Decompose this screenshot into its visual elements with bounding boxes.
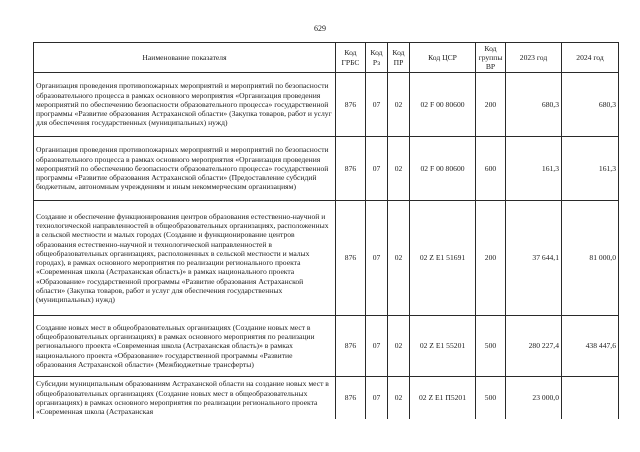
row-pr: 02	[388, 73, 410, 137]
row-2024: 81 000,0	[562, 201, 619, 316]
row-grbs: 876	[336, 201, 366, 316]
row-csr: 02 F 00 80600	[410, 73, 476, 137]
row-name: Организация проведения противопожарных мероприятий и мероприятий по безопасности образовательного процесса в рамках основного мероприятия «Организация проведения мероприятий по обеспечению безопасности образовательного процесса» государственной программы «Развитие образования Астраханской области» (Закупка товаров, работ и услуг для обеспечения государственных (муниципальных) нужд)	[34, 73, 336, 137]
row-2024: 680,3	[562, 73, 619, 137]
row-pr: 02	[388, 201, 410, 316]
row-vr: 500	[476, 377, 506, 419]
table-row	[34, 137, 619, 201]
row-vr: 200	[476, 73, 506, 137]
header-2024: 2024 год	[562, 43, 619, 73]
row-2023: 37 644,1	[506, 201, 562, 316]
page-number: 629	[314, 24, 326, 33]
header-grbs: Код ГРБС	[336, 43, 366, 73]
row-2024: 161,3	[562, 137, 619, 201]
header-2023: 2023 год	[506, 43, 562, 73]
row-rz: 07	[366, 201, 388, 316]
row-rz: 07	[366, 377, 388, 419]
row-2024: 438 447,6	[562, 316, 619, 377]
table-header-row	[34, 43, 619, 73]
row-name: Создание и обеспечение функционирования центров образования естественно-научной и технологической направленностей в общеобразовательных организациях, расположенных в сельской местности и малых городах (Создание и функционирование центров образования естественно-научной и технологической направленностей в общеобразовательных организациях, расположенных в сельской местности и малых городах), в рамках основного мероприятия по реализации регионального проекта «Современная школа (Астраханская область)» в рамках национального проекта «Образование» государственной программы «Развитие образования Астраханской области» (Закупка товаров, работ и услуг для обеспечения государственных (муниципальных) нужд)	[34, 201, 336, 316]
row-csr: 02 F 00 80600	[410, 137, 476, 201]
row-grbs: 876	[336, 137, 366, 201]
row-rz: 07	[366, 137, 388, 201]
row-vr: 200	[476, 201, 506, 316]
row-2023: 680,3	[506, 73, 562, 137]
row-grbs: 876	[336, 73, 366, 137]
row-csr: 02 Z E1 55201	[410, 316, 476, 377]
row-rz: 07	[366, 73, 388, 137]
row-rz: 07	[366, 316, 388, 377]
table-row	[34, 377, 619, 419]
row-name: Создание новых мест в общеобразовательных организациях (Создание новых мест в общеобразовательных организациях) в рамках основного мероприятия по реализации регионального проекта «Современная школа (Астраханская область)» в рамках национального проекта «Образование» государственной программы «Развитие образования Астраханской области» (Межбюджетные трансферты)	[34, 316, 336, 377]
row-pr: 02	[388, 377, 410, 419]
header-rz: Код Рз	[366, 43, 388, 73]
row-csr: 02 Z E1 51691	[410, 201, 476, 316]
header-pr: Код ПР	[388, 43, 410, 73]
table-row	[34, 201, 619, 316]
row-name: Субсидии муниципальным образованиям Астраханской области на создание новых мест в общеобразовательных организациях (Создание новых мест в общеобразовательных организациях) в рамках основного мероприятия по реализации регионального проекта «Современная школа (Астраханская	[34, 377, 336, 419]
header-vr: Код группы ВР	[476, 43, 506, 73]
row-2023: 161,3	[506, 137, 562, 201]
row-vr: 600	[476, 137, 506, 201]
row-grbs: 876	[336, 377, 366, 419]
header-name: Наименование показателя	[34, 43, 336, 73]
budget-table	[33, 42, 619, 419]
row-pr: 02	[388, 316, 410, 377]
row-csr: 02 Z E1 П5201	[410, 377, 476, 419]
row-grbs: 876	[336, 316, 366, 377]
row-2024	[562, 377, 619, 419]
row-name: Организация проведения противопожарных мероприятий и мероприятий по безопасности образовательного процесса в рамках основного мероприятия «Организация проведения мероприятий по обеспечению безопасности образовательного процесса» государственной программы «Развитие образования Астраханской области» (Предоставление субсидий бюджетным, автономным учреждениям и иным некоммерческим организациям)	[34, 137, 336, 201]
header-csr: Код ЦСР	[410, 43, 476, 73]
row-pr: 02	[388, 137, 410, 201]
row-2023: 23 000,0	[506, 377, 562, 419]
row-vr: 500	[476, 316, 506, 377]
row-2023: 280 227,4	[506, 316, 562, 377]
table-row	[34, 73, 619, 137]
table-row	[34, 316, 619, 377]
